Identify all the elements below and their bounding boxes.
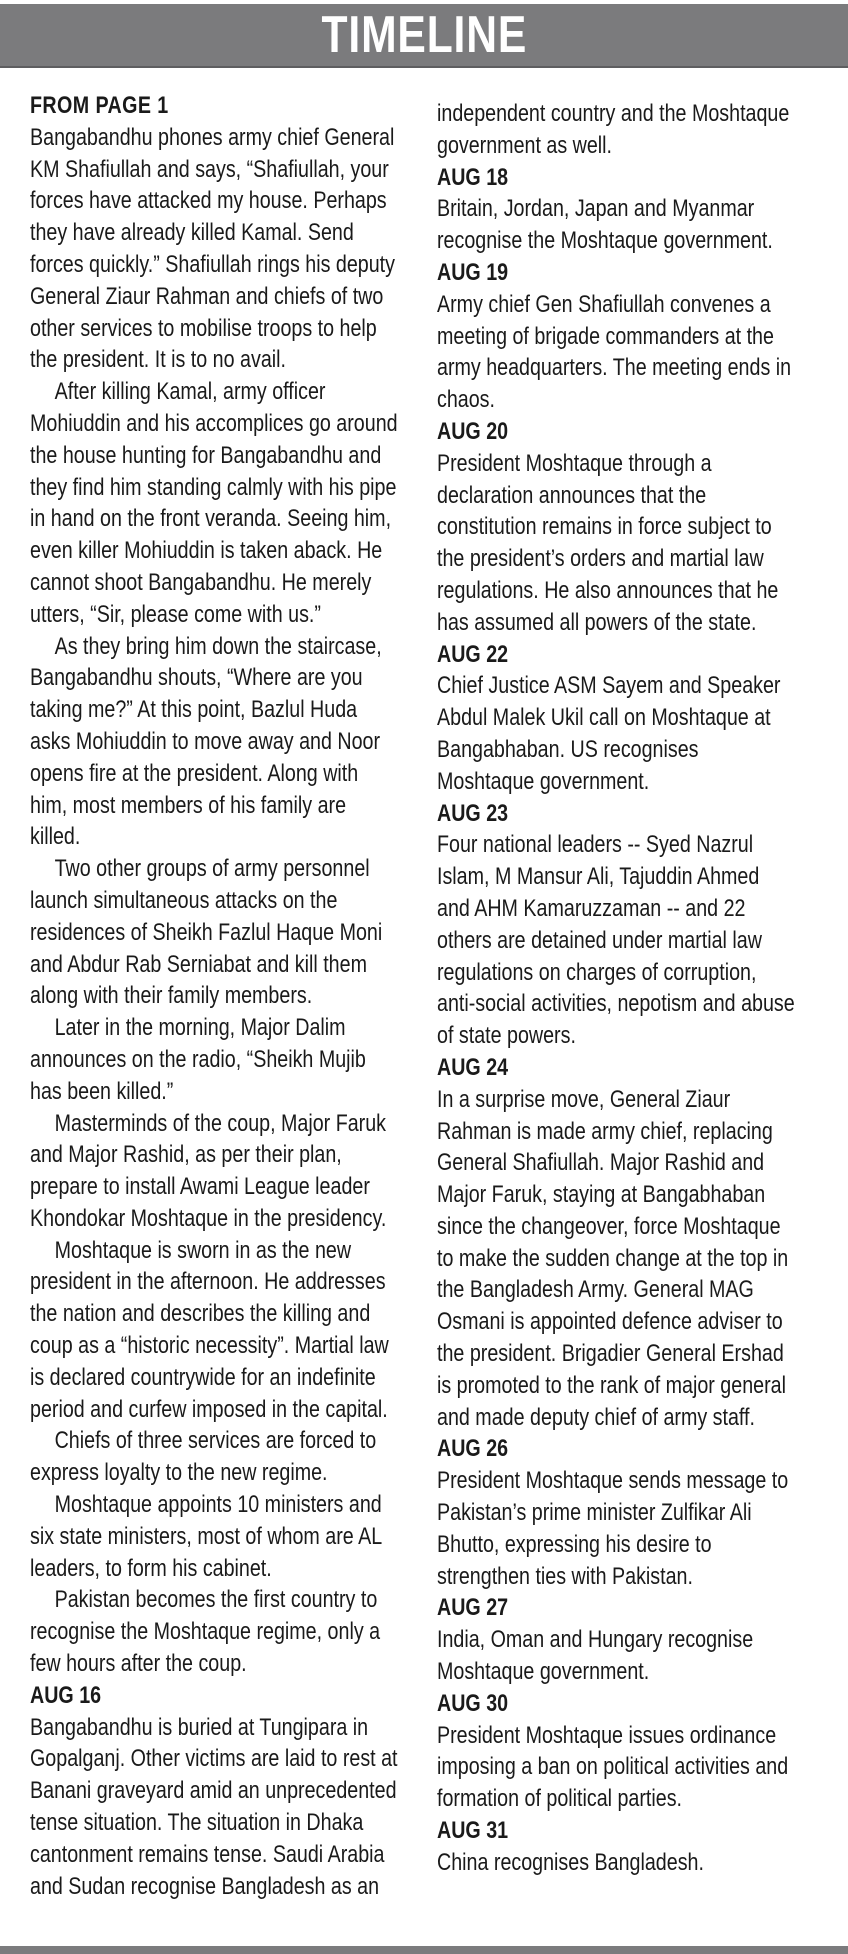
body-paragraph: As they bring him down the staircase, Bangabandhu shouts, “Where are you taking me?” At this point, Bazlul Huda asks Mohiuddin to move away and Noor opens fire at the president. Along with him, most members of his family are killed. [30,632,382,851]
entry-text: President Moshtaque issues ordinance imposing a ban on political activities and formation of political parties. [437,1721,789,1813]
entry-text: President Moshtaque sends message to Pakistan’s prime minister Zulfikar Ali Bhutto, expressing his desire to strengthen ties with Pakistan. [437,1467,789,1590]
from-page-kicker: FROM PAGE 1 [30,92,169,119]
entry-text: Army chief Gen Shafiullah convenes a meeting of brigade commanders at the army headquarters. The meeting ends in chaos. [437,290,792,414]
date-heading: AUG 31 [437,1817,509,1845]
left-column [30,90,401,1902]
entry-text: Britain, Jordan, Japan and Myanmar recognise the Moshtaque government. [437,195,773,255]
continued-text: independent country and the Moshtaque government as well. [437,100,790,159]
entry-text: India, Oman and Hungary recognise Moshtaque government. [437,1626,754,1686]
date-heading: AUG 30 [437,1689,509,1717]
entry-text: Bangabandhu is buried at Tungipara in Gopalganj. Other victims are laid to rest at Banani graveyard amid an unprecedented tense situation. The situation in Dhaka cantonment remains tense. Saudi Arabia and Sudan recognise Bangladesh as an [30,1713,398,1900]
entry-text: President Moshtaque through a declaration announces that the constitution remains in force subject to the president’s orders and martial law regulations. He also announces that he has assumed all powers of the state. [437,449,779,636]
body-paragraph: Later in the morning, Major Dalim announces on the radio, “Sheikh Mujib has been killed.” [30,1014,366,1105]
date-heading: AUG 18 [437,163,509,191]
entry-text: Chief Justice ASM Sayem and Speaker Abdul Malek Ukil call on Moshtaque at Bangabhaban. US recognises Moshtaque government. [437,672,781,795]
entry-text: Four national leaders -- Syed Nazrul Islam, M Mansur Ali, Tajuddin Ahmed and AHM Kamaruzzaman -- and 22 others are detained under martial law regulations on charges of corruption, anti-social activities, nepotism and abuse of state powers. [437,831,795,1050]
date-heading: AUG 22 [437,640,509,668]
bottom-rule [0,1946,848,1954]
body-paragraph: Moshtaque is sworn in as the new president in the afternoon. He addresses the nation and describes the killing and coup as a “historic necessity”. Martial law is declared countrywide for an indefinite period and curfew imposed in the capital. [30,1236,389,1423]
body-paragraph: Two other groups of army personnel launch simultaneous attacks on the residences of Sheikh Fazlul Haque Moni and Abdur Rab Serniabat and kill them along with their family members. [30,855,383,1010]
page-title: TIMELINE [321,6,527,64]
entry-text: In a surprise move, General Ziaur Rahman is made army chief, replacing General Shafiullah. Major Rashid and Major Faruk, staying at Bangabhaban since the changeover, force Moshtaque to make the sudden change at the top in the Bangladesh Army. General MAG Osmani is appointed defence adviser to the president. Brigadier General Ershad is promoted to the rank of major general and made deputy chief of army staff. [437,1085,789,1431]
date-heading: AUG 16 [30,1681,102,1709]
body-paragraph: Bangabandhu phones army chief General KM Shafiullah and says, “Shafiullah, your forces have attacked my house. Perhaps they have already killed Kamal. Send forces quickly.” Shafiullah rings his deputy General Ziaur Rahman and chiefs of two other services to mobilise troops to help the president. It is to no avail. [30,123,395,374]
date-heading: AUG 19 [437,258,509,286]
right-column [437,98,795,1879]
entry-text: China recognises Bangladesh. [437,1848,704,1876]
date-heading: AUG 26 [437,1435,509,1463]
date-heading: AUG 24 [437,1053,509,1081]
timeline-banner [0,4,848,68]
body-paragraph: Chiefs of three services are forced to express loyalty to the new regime. [30,1427,377,1487]
body-paragraph: Pakistan becomes the first country to recognise the Moshtaque regime, only a few hours after the coup. [30,1586,381,1678]
body-paragraph: Masterminds of the coup, Major Faruk and Major Rashid, as per their plan, prepare to install Awami League leader Khondokar Moshtaque in the presidency. [30,1109,387,1232]
body-paragraph: Moshtaque appoints 10 ministers and six state ministers, most of whom are AL leaders, to form his cabinet. [30,1491,382,1582]
body-paragraph: After killing Kamal, army officer Mohiuddin and his accomplices go around the house hunting for Bangabandhu and they find him standing calmly with his pipe in hand on the front veranda. Seeing him, even killer Mohiuddin is taken aback. He cannot shoot Bangabandhu. He merely utters, “Sir, please come with us.” [30,378,398,628]
date-heading: AUG 23 [437,799,509,827]
date-heading: AUG 27 [437,1594,509,1622]
date-heading: AUG 20 [437,417,509,445]
